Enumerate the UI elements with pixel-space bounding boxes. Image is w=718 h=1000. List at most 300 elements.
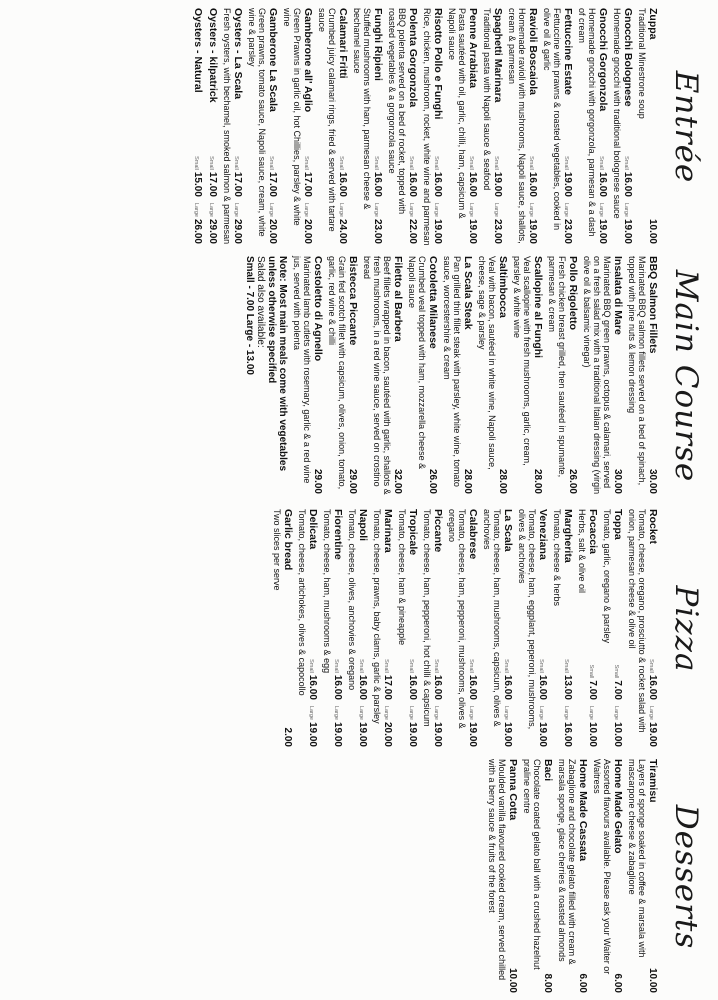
small-label: Small [308,659,314,673]
large-label: Large [563,202,569,217]
item-price: 30.00 [612,468,623,494]
item-prices [490,156,503,244]
small-price: 16.00 [527,171,538,197]
item-description: Tomato, cheese, prawns, baby clams, garlic & parsley [372,509,382,724]
menu-item [507,8,538,246]
item-description: Fresh oysters, with bechamel, smoked salmon & parmesan [222,8,232,245]
large-label: Large [648,705,654,720]
item-description: Two slices per serve [272,509,282,591]
menu-item [397,509,418,749]
item-description: Tomato, cheese, ham & pineapple [397,509,407,646]
large-price: 23.00 [492,218,503,244]
item-description: Layers of sponge soaked in coffee & marsala with mascarpone cheese & zabaglione [627,759,647,958]
large-price: 16.00 [562,721,573,747]
menu-item [627,256,658,496]
item-name: Tiramisu [647,759,659,803]
large-label: Large [468,705,474,720]
large-price: 29.00 [232,218,243,244]
item-name: Scallopine al Funghi [532,256,544,359]
large-label: Large [233,202,239,217]
menu-item [192,8,203,246]
small-price: 17.00 [207,171,218,197]
salad-prices: Small - 7.00 Large - 13.00 [244,256,255,375]
large-label: Large [433,705,439,720]
menu-item [482,8,503,246]
menu-item [487,759,518,995]
small-label: Small [528,156,534,170]
item-prices [430,156,443,244]
large-label: Large [208,202,214,217]
item-prices [405,156,418,244]
small-label: Small [563,659,569,673]
item-description: Tomato, garlic, oregano & parsley [602,509,612,644]
menu-item [577,509,598,749]
item-description: Veal scallopine with fresh mushrooms, garlic, cream, parsley & white wine [512,256,532,466]
item-description: Homemade ravioli with mushrooms, Napoli sauce, shallots, cream & parmesan [507,8,527,244]
large-price: 10.00 [612,721,623,747]
item-description: Pasta sautéed with oil, garlic, chilli, ham, capsicum & Napoli sauce [447,8,467,219]
item-description: Homemade gnocchi with gorgonzola, parmesan & a dash of cream [577,8,597,237]
item-name: Veneziana [537,509,549,560]
menu-item [592,759,623,995]
item-name: Piccante [432,509,444,553]
menu-item [407,256,438,496]
small-label: Small [538,659,544,673]
small-label: Small [503,659,509,673]
item-description: Marinated BBQ green prawns, octopus & calamari, served on a fresh salad mix with a traditional Italian dressing (virgin olive oil & balsamic vinegar) [582,256,612,495]
item-name: Oysters - kilpatrick [207,8,219,103]
small-label: Small [433,659,439,673]
large-label: Large [598,202,604,217]
large-label: Large [493,202,499,217]
item-price: 8.00 [542,973,553,993]
small-label: Small [648,659,654,673]
item-name: Filetto al Barbera [392,256,404,342]
item-name: Gnocchi Bolognese [622,8,634,107]
item-name: Gamberone La Scala [267,8,279,112]
small-label: Small [358,659,364,673]
menu-item [292,256,323,496]
menu-item [422,509,443,749]
menu-item [447,509,478,749]
large-price: 19.00 [597,218,608,244]
menu-item [362,256,403,496]
item-name: Zuppa [647,8,659,40]
menu-item [547,256,578,496]
menu-item [422,8,443,246]
item-prices [305,659,318,747]
item-price: 29.00 [347,468,358,494]
menu-item [327,256,358,496]
item-prices [300,156,313,244]
large-label: Large [503,705,509,720]
menu-item [447,8,478,246]
large-label: Large [373,202,379,217]
item-description: Beef fillets wrapped in bacon, sautéed with garlic, shallots & fresh mushrooms, in a red wine sauce, served on crostino bread [362,256,392,495]
small-label: Small [383,659,389,673]
item-name: Toppa [612,509,624,540]
menu-item [512,256,543,496]
item-description: Stuffed mushrooms with ham, parmesan cheese & bechamel sauce [352,8,372,210]
entree-list [192,8,658,246]
item-prices [335,156,348,244]
item-name: Risotto Pollo e Funghi [432,8,444,120]
menu-item [637,8,658,246]
item-name: Rocket [647,509,659,545]
item-prices [265,156,278,244]
item-prices [560,156,573,244]
item-name: Gamberone all' Aglio [302,8,314,113]
item-description: Tomato, cheese, oregano, prosciutto & rocket salad with onion, parmesan cheese & olive oil [627,509,647,733]
item-prices [525,156,538,244]
small-price: 16.00 [372,171,383,197]
item-prices [190,156,203,244]
large-label: Large [408,705,414,720]
item-description: Grain fed scotch fillet with capsicum, olives, onion, tomato, garlic, red wine & chilli [327,256,347,490]
main-course-column [0,252,714,496]
desserts-column [0,755,714,995]
item-name: Tropicale [407,509,419,556]
item-name: Pollo Rigoletto [567,256,579,331]
item-name: Marinara [382,509,394,553]
menu-item [387,8,418,246]
large-price: 19.00 [527,218,538,244]
large-price: 19.00 [622,218,633,244]
small-price: 17.00 [302,171,313,197]
item-name: Insalata di Mare [612,256,624,335]
item-name: Spaghetti Marinara [492,8,504,103]
item-description: Green Prawns in garlic oil, hot Chillies, parsley & white wine [282,8,302,226]
menu-item [582,256,623,496]
menu-item [297,509,318,749]
item-name: Oysters - La Scala [232,8,244,100]
item-prices [535,659,548,747]
item-price: 28.00 [532,468,543,494]
small-price: 19.00 [492,171,503,197]
large-label: Large [308,705,314,720]
menu-item [272,509,293,749]
small-label: Small [468,659,474,673]
large-price: 10.00 [587,721,598,747]
large-price: 19.00 [502,721,513,747]
menu-item [352,8,383,246]
item-description: Tomato, cheese, ham, mushrooms & egg [322,509,332,674]
item-price: 10.00 [647,218,658,244]
large-label: Large [563,705,569,720]
large-price: 24.00 [337,218,348,244]
small-price: 16.00 [307,674,318,700]
large-label: Large [338,202,344,217]
large-label: Large [528,202,534,217]
item-description: Traditional Minestrone soup [637,8,647,119]
menu-item [322,509,343,749]
small-price: 16.00 [332,674,343,700]
large-price: 29.00 [207,218,218,244]
large-price: 19.00 [467,721,478,747]
item-name: Saltimbocca [497,256,509,318]
large-label: Large [588,705,594,720]
small-label: Small [468,156,474,170]
item-description: Homemade gnocchi with traditional bolognese sauce [612,8,622,219]
small-price: 16.00 [432,674,443,700]
menu-item [347,509,368,749]
large-label: Large [333,705,339,720]
large-price: 19.00 [432,218,443,244]
small-label: Small [333,659,339,673]
item-description: Tomato, cheese, ham, mushrooms, capsicum, olives & anchovies [482,509,502,727]
menu-item [517,509,548,749]
item-price: 29.00 [312,468,323,494]
item-description: Tomato, cheese, ham, pepperoni, hot chilli & capsicum [422,509,432,727]
item-name: Polenta Gorgonzola [407,8,419,108]
item-name: Funghi Ripieni [372,8,384,81]
small-label: Small [193,156,199,170]
item-price: 30.00 [647,468,658,494]
item-prices [370,156,383,244]
pizza-heading: Pizza [668,585,704,673]
small-price: 16.00 [407,674,418,700]
small-price: 16.00 [502,674,513,700]
small-price: 16.00 [407,171,418,197]
large-price: 23.00 [372,218,383,244]
item-price: 2.00 [282,727,293,747]
item-prices [465,156,478,244]
small-label: Small [233,156,239,170]
item-price: 10.00 [647,967,658,993]
small-price: 16.00 [467,171,478,197]
item-description: Fettuccine with prawns & roasted vegetables, cooked in olive oil & garlic [542,8,562,231]
item-description: Traditional pasta with Napoli sauce & seafood [482,8,492,191]
item-prices [465,659,478,747]
small-price: 17.00 [267,171,278,197]
item-description: Pan grilled thin fillet steak with parsley, white wine, tomato sauce, worcestershire & cream [442,256,462,487]
large-price: 19.00 [357,721,368,747]
small-price: 16.00 [432,171,443,197]
large-label: Large [268,202,274,217]
large-label: Large [613,705,619,720]
large-price: 22.00 [407,218,418,244]
menu-item [482,509,513,749]
small-label: Small [588,664,594,679]
large-label: Large [623,202,629,217]
item-description: Chocolate coated gelato ball with a crushed hazelnut praline centre [522,759,542,970]
item-name: Napoli [357,509,369,542]
item-prices [585,665,598,747]
large-label: Large [468,202,474,217]
small-label: Small [408,156,414,170]
item-description: Assorted flavours available. Please ask your Waiter or Waitress [592,759,612,975]
menu-item [222,8,243,246]
item-description: Tomato, cheese & herbs [552,509,562,607]
item-prices [330,659,343,747]
small-label: Small [623,156,629,170]
item-description: Herbs, salt & olive oil [577,509,587,594]
item-price: 10.00 [507,967,518,993]
large-label: Large [408,202,414,217]
item-name: La Scala Steak [462,256,474,330]
small-price: 17.00 [232,171,243,197]
item-name: Fettuccine Estate [562,8,574,95]
item-price: 28.00 [462,468,473,494]
small-price: 16.00 [337,171,348,197]
small-price: 16.00 [622,171,633,197]
small-price: 7.00 [612,680,623,700]
large-price: 20.00 [267,218,278,244]
item-price: 26.00 [567,468,578,494]
small-label: Small [268,156,274,170]
entree-heading: Entrée [668,70,704,184]
large-price: 20.00 [302,218,313,244]
item-description: Marinated lamb cutlets with rosemary, garlic & a red wine jus, served with polenta [292,256,312,484]
small-label: Small [493,156,499,170]
item-description: Moulded vanilla flavoured cooked cream, served chilled with a berry sauce & fruits of the forest [487,759,507,981]
large-price: 20.00 [382,721,393,747]
large-label: Large [383,705,389,720]
item-description: Tomato, cheese, ham, pepperoni, mushrooms, olives & oregano [447,509,467,729]
item-prices [500,659,513,747]
small-price: 13.00 [562,674,573,700]
item-prices [205,156,218,244]
pizza-column [0,505,714,749]
large-label: Large [193,202,199,217]
pizza-list [272,509,658,749]
main-course-note: Note: Most main meals come with vegetables unless otherwise specified [266,256,288,472]
item-name: Calabrese [467,509,479,560]
small-price: 16.00 [597,171,608,197]
desserts-list [487,759,658,995]
large-price: 26.00 [192,218,203,244]
menu-item [477,256,508,496]
menu-item [602,509,623,749]
item-prices [560,659,573,747]
menu-item [282,8,313,246]
small-price: 16.00 [537,674,548,700]
item-price: 26.00 [427,468,438,494]
item-prices [380,659,393,747]
item-price: 6.00 [612,973,623,993]
item-description: Tomato, cheese, ham, eggplant, peperoni, mushrooms, olives & anchovies [517,509,537,730]
large-label: Large [538,705,544,720]
item-name: Home Made Cassata [577,759,589,862]
small-price: 7.00 [587,680,598,700]
item-name: Margherita [562,509,574,563]
item-prices [430,659,443,747]
small-label: Small [613,664,619,679]
small-label: Small [433,156,439,170]
small-price: 17.00 [382,674,393,700]
large-label: Large [433,202,439,217]
item-name: Panna Cotta [507,759,519,821]
small-label: Small [373,156,379,170]
menu-item [577,8,608,246]
large-label: Large [303,202,309,217]
item-description: Tomato, cheese, artichokes, olives & capocollo [297,509,307,696]
menu-item [247,8,278,246]
item-description: Green prawns, tomato sauce, Napoli sauce, cream, white wine & parsley [247,8,267,237]
small-price: 15.00 [192,171,203,197]
menu-item [552,509,573,749]
large-price: 19.00 [467,218,478,244]
menu-item [612,8,633,246]
item-prices [595,156,608,244]
item-name: Fiorentine [332,509,344,560]
small-label: Small [408,659,414,673]
item-name: Garlic bread [282,509,294,571]
item-name: Calamari Fritti [337,8,349,79]
item-name: Focaccia [587,509,599,554]
main-course-list [292,256,658,496]
large-price: 19.00 [432,721,443,747]
item-description: Marinated BBQ salmon fillets served on a bed of spinach, topped with pine nuts & lemon dressing [627,256,647,486]
item-name: BBQ Salmon Fillets [647,256,659,354]
item-prices [610,665,623,747]
item-description: Tomato, cheese, olives, anchovies & oregano [347,509,357,691]
desserts-heading: Desserts [668,804,704,950]
menu-item [207,8,218,246]
small-label: Small [563,156,569,170]
small-price: 16.00 [357,674,368,700]
small-label: Small [303,156,309,170]
item-name: Costoletto di Agnello [312,256,324,362]
item-prices [355,659,368,747]
salad-note: Salad also available: [255,256,266,348]
item-description: Crumbed veal topped with ham, mozzarella cheese & Napoli sauce [407,256,427,470]
main-course-heading: Main Course [668,269,704,483]
item-price: 28.00 [497,468,508,494]
menu-item [627,509,658,749]
small-price: 19.00 [562,171,573,197]
small-label: Small [598,156,604,170]
entree-column [0,2,714,246]
item-price: 6.00 [577,973,588,993]
item-name: Gnocchi Gorgonzola [597,8,609,112]
item-prices [230,156,243,244]
item-prices [645,659,658,747]
large-price: 19.00 [407,721,418,747]
large-price: 19.00 [537,721,548,747]
small-label: Small [338,156,344,170]
menu-item [522,759,553,995]
large-label: Large [358,705,364,720]
item-description: BBQ polenta served on a bed of rocket, topped with roasted vegetables & a gorgonzola sauce [387,8,407,215]
item-name: Home Made Gelato [612,759,624,854]
item-description: Zabaglione and chocolate gelato filled with cream & marsala sponge, glace cherries & roasted almonds [557,759,577,965]
large-price: 19.00 [332,721,343,747]
item-name: Bistecca Piccante [347,256,359,346]
large-price: 19.00 [647,721,658,747]
item-prices [405,659,418,747]
item-name: Penne Arrabiata [467,8,479,89]
item-name: Baci [542,759,554,782]
item-name: Oysters - Natural [192,8,204,93]
item-prices [620,156,633,244]
small-label: Small [208,156,214,170]
menu-item [317,8,348,246]
item-name: La Scala [502,509,514,552]
menu-item [542,8,573,246]
item-description: Veal with bacon, sautéed in white wine, Napoli sauce, cheese, sage & parsley [477,256,497,470]
menu-item [557,759,588,995]
item-description: Rice, chicken, mushroom, rocket, white wine and parmesan [422,8,432,246]
large-price: 19.00 [307,721,318,747]
item-description: Fresh chicken breast grilled, then sautéed in spumante, parmesan & cream [547,256,567,478]
small-price: 16.00 [647,674,658,700]
item-description: Crumbed juicy calamari rings, fried & served with tartare sauce [317,8,337,232]
small-price: 16.00 [467,674,478,700]
item-name: Delicata [307,509,319,550]
menu-item [442,256,473,496]
large-price: 23.00 [562,218,573,244]
